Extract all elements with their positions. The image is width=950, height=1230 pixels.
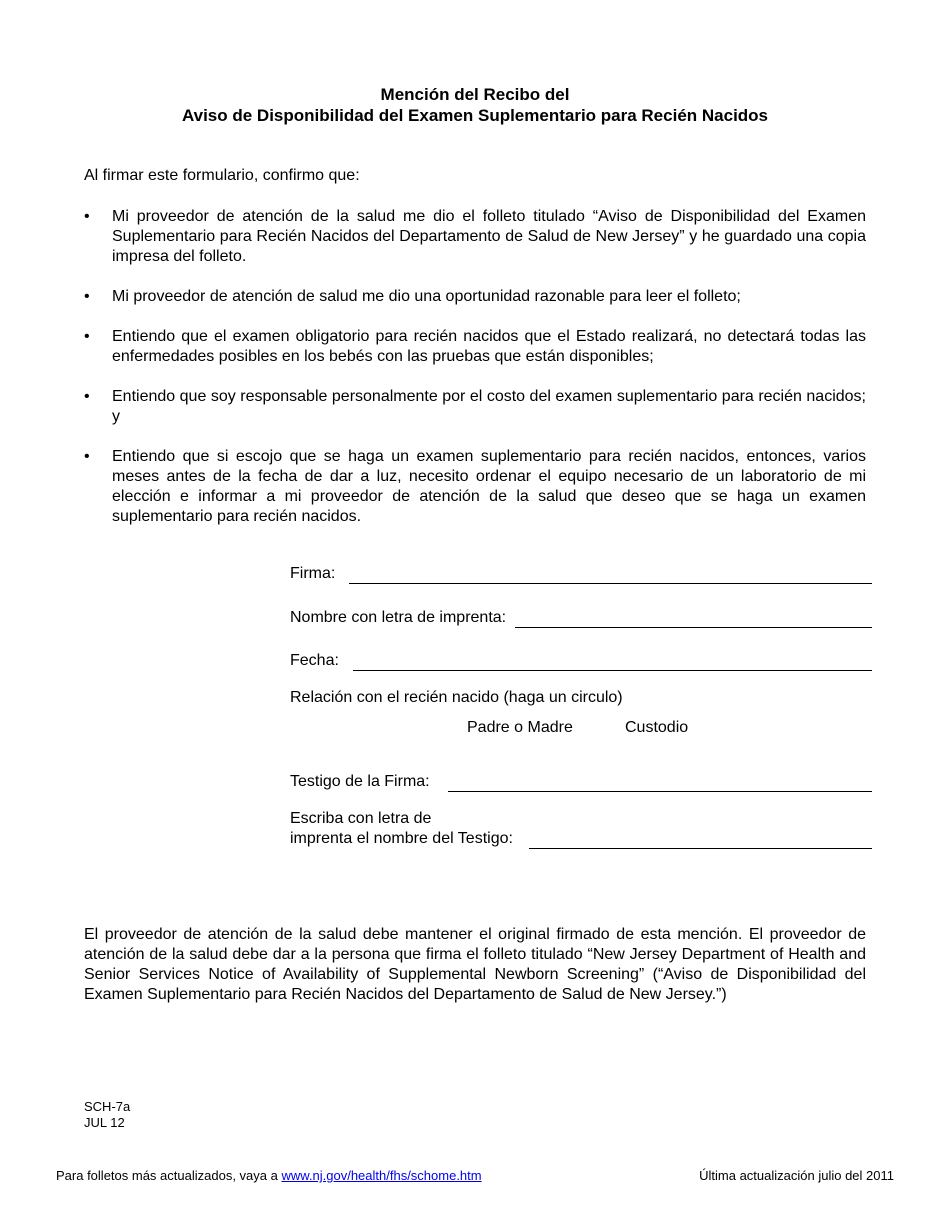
option-parent[interactable]: Padre o Madre xyxy=(467,719,573,736)
list-item-text: Entiendo que soy responsable personalmente por el costo del examen suplementario para recién nacidos; y xyxy=(112,388,866,425)
footer-left-text: Para folletos más actualizados, vaya a xyxy=(56,1168,282,1183)
title-line-1: Mención del Recibo del xyxy=(380,85,570,104)
title-line-2: Aviso de Disponibilidad del Examen Suplementario para Recién Nacidos xyxy=(181,106,769,125)
printed-name-field[interactable] xyxy=(515,609,872,628)
option-guardian[interactable]: Custodio xyxy=(625,719,689,736)
witness-name-label xyxy=(290,809,513,849)
list-item xyxy=(84,447,866,527)
form-date: JUL 12 xyxy=(84,1115,125,1130)
signature-label: Firma: xyxy=(290,565,336,582)
footer-updated: Última actualización julio del 2011 xyxy=(699,1168,894,1183)
list-item xyxy=(84,207,866,267)
document-title xyxy=(0,84,950,126)
list-item xyxy=(84,287,866,307)
intro-text: Al firmar este formulario, confirmo que: xyxy=(84,167,360,184)
list-item-text: Entiendo que el examen obligatorio para recién nacidos que el Estado realizará, no detectará todas las enfermedades posibles en los bebés con las pruebas que están disponibles; xyxy=(112,328,866,365)
printed-name-row xyxy=(290,608,872,628)
witness-name-label-line-2: imprenta el nombre del Testigo: xyxy=(290,830,513,847)
bullet-icon: • xyxy=(84,328,90,345)
form-code xyxy=(84,1099,130,1131)
witness-name-field[interactable] xyxy=(529,830,872,849)
footer-left xyxy=(56,1168,482,1184)
signature-row xyxy=(290,564,872,584)
bullet-icon: • xyxy=(84,388,90,405)
printed-name-label: Nombre con letra de imprenta: xyxy=(290,609,507,626)
list-item xyxy=(84,327,866,367)
provider-notice: El proveedor de atención de la salud debe mantener el original firmado de esta mención. El proveedor de atención de la salud debe dar a la persona que firma el folleto titulado “New Jersey Department of Health and Senior Services Notice of Availability of Supplemental Newborn Screening” (“Aviso de Disponibilidad del Examen Suplementario para Recién Nacidos del Departamento de Salud de New Jersey.”) xyxy=(84,926,866,1003)
confirmation-list xyxy=(84,207,866,527)
date-label: Fecha: xyxy=(290,652,339,669)
date-field[interactable] xyxy=(353,652,872,671)
relation-label: Relación con el recién nacido (haga un circulo) xyxy=(290,689,623,706)
bullet-icon: • xyxy=(84,288,90,305)
witness-name-row xyxy=(290,809,872,849)
list-item-text: Mi proveedor de atención de salud me dio una oportunidad razonable para leer el folleto; xyxy=(112,288,741,305)
list-item-text: Entiendo que si escojo que se haga un examen suplementario para recién nacidos, entonces, varios meses antes de la fecha de dar a luz, necesito ordenar el equipo necesario de un laboratorio de mi elección e informar a mi proveedor de atención de la salud que deseo que se haga un examen suplementario para recién nacidos. xyxy=(112,448,866,525)
bullet-icon: • xyxy=(84,448,90,465)
signature-field[interactable] xyxy=(349,565,872,584)
date-row xyxy=(290,651,872,671)
form-id: SCH-7a xyxy=(84,1099,131,1114)
list-item xyxy=(84,387,866,427)
witness-signature-field[interactable] xyxy=(448,773,872,792)
bullet-icon: • xyxy=(84,208,90,225)
witness-row xyxy=(290,772,872,792)
witness-label: Testigo de la Firma: xyxy=(290,773,430,790)
footer-link[interactable]: www.nj.gov/health/fhs/schome.htm xyxy=(281,1168,482,1183)
witness-name-label-line-1: Escriba con letra de xyxy=(290,810,432,827)
list-item-text: Mi proveedor de atención de la salud me dio el folleto titulado “Aviso de Disponibilidad del Examen Suplementario para Recién Nacidos del Departamento de Salud de New Jersey” y he guardado una copia impresa del folleto. xyxy=(112,208,866,265)
